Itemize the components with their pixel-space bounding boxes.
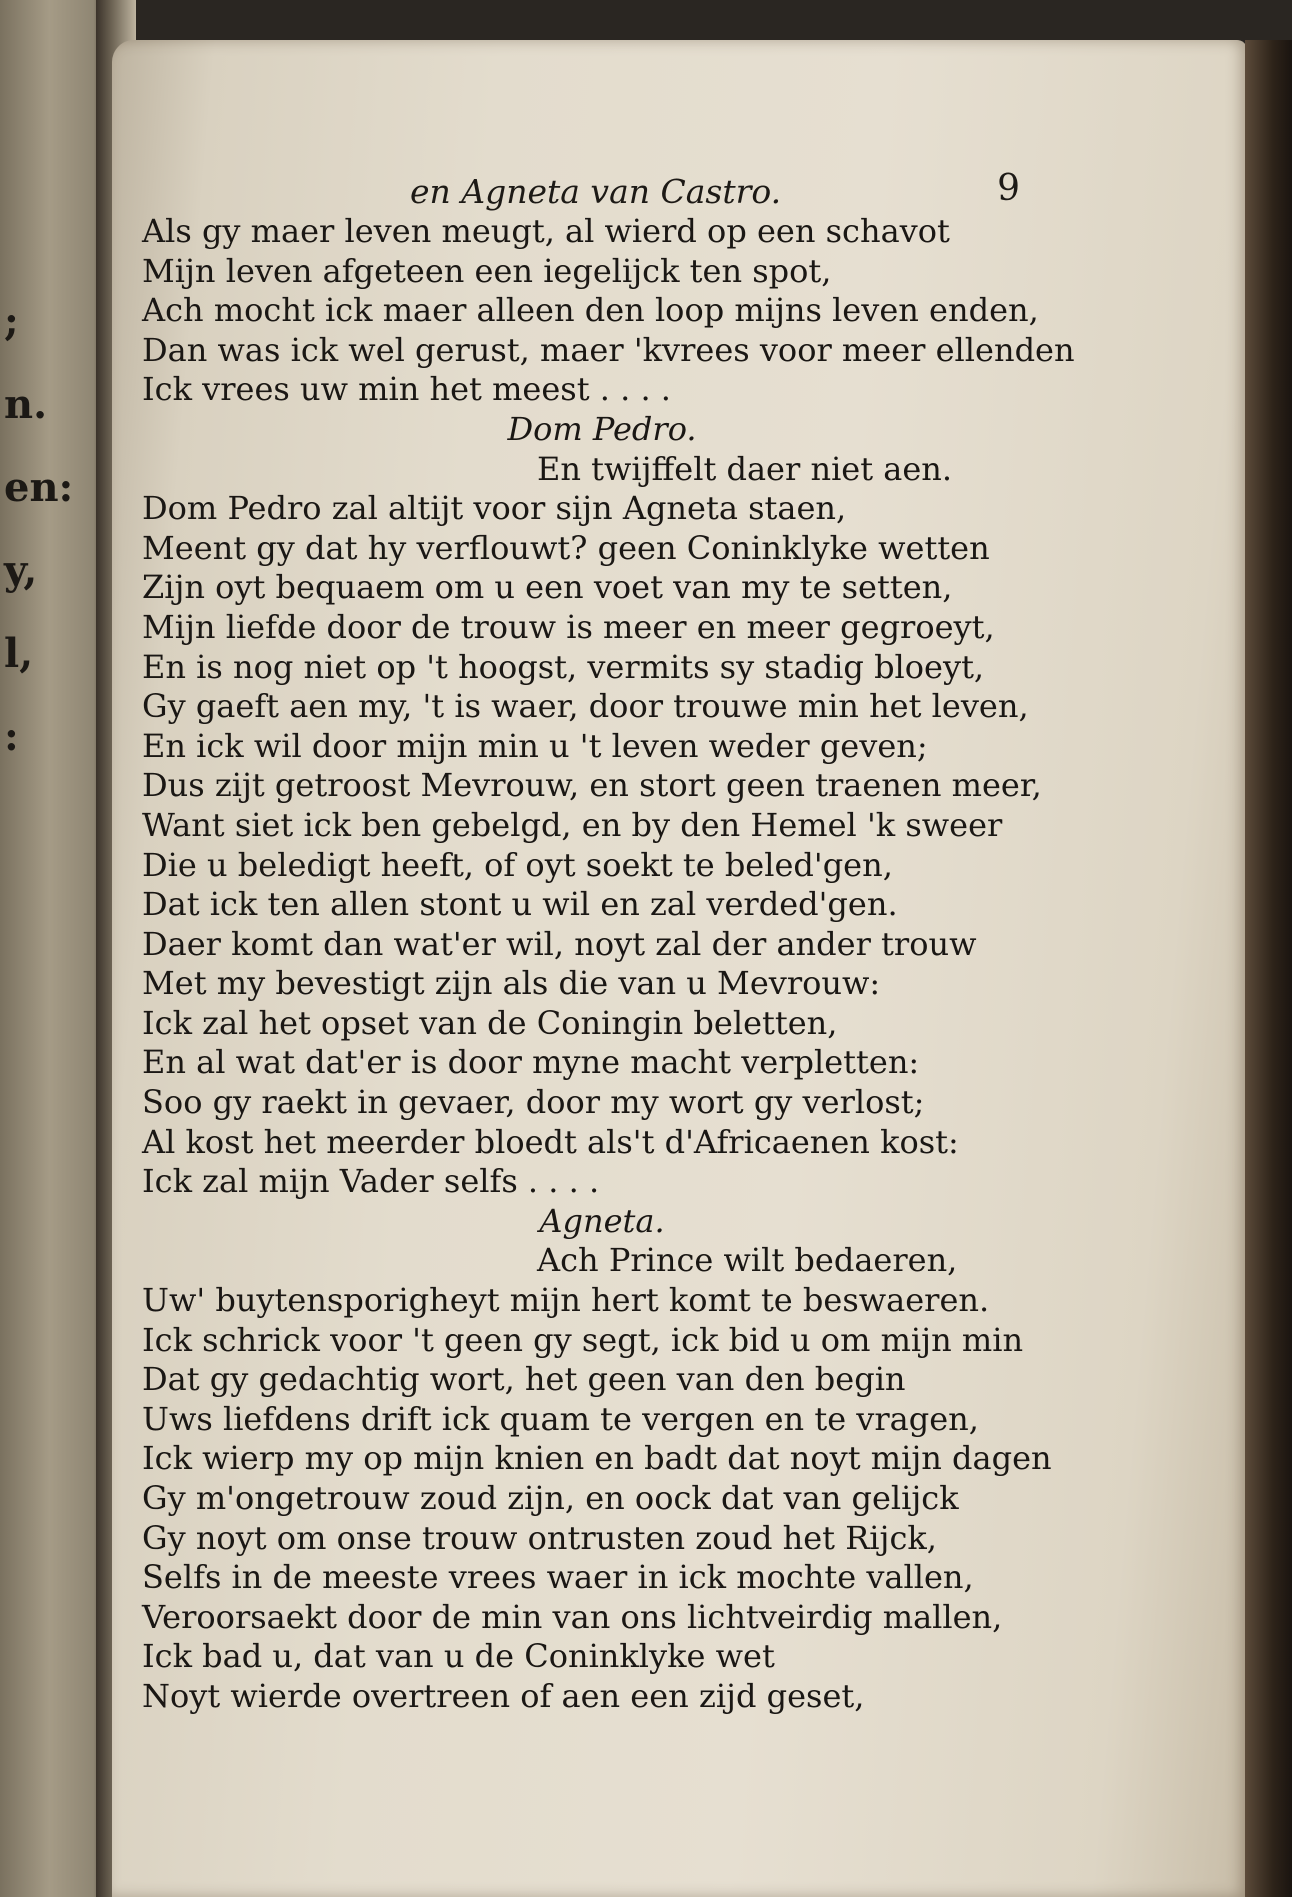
verse-line: Soo gy raekt in gevaer, door my wort gy verlost; [142, 1083, 925, 1122]
verse-line: Dus zijt getroost Mevrouw, en stort geen traenen meer, [142, 766, 1042, 805]
verse-line: En is nog niet op 't hoogst, vermits sy stadig bloeyt, [142, 647, 985, 686]
verse-line: Noyt wierde overtreen of aen een zijd geset, [142, 1676, 865, 1715]
left-mark: y, [4, 547, 38, 594]
left-mark: : [4, 713, 19, 760]
book-cover-edge [1245, 40, 1292, 1897]
verse-line: Want siet ick ben gebelgd, en by den Hemel 'k sweer [142, 805, 1003, 844]
verse-line: Dan was ick wel gerust, maer 'kvrees voor meer ellenden [142, 330, 1075, 369]
left-mark: n. [4, 381, 48, 428]
verse-line: Veroorsaekt door de min van ons lichtveirdig mallen, [142, 1597, 1003, 1636]
left-mark: ; [4, 298, 19, 345]
verse-line: Met my bevestigt zijn als die van u Mevrouw: [142, 964, 881, 1003]
left-page-marks [4, 280, 74, 778]
verse-line: En al wat dat'er is door myne macht verpletten: [142, 1043, 920, 1082]
verse-line: Dat gy gedachtig wort, het geen van den begin [142, 1360, 906, 1399]
speaker-name: Agneta. [539, 1201, 665, 1240]
page-number: 9 [997, 168, 1020, 209]
verse-line: Ick vrees uw min het meest . . . . [142, 370, 671, 409]
verse-line: Ick zal het opset van de Coningin beletten, [142, 1003, 838, 1042]
verse-line: Uw' buytensporigheyt mijn hert komt te beswaeren. [142, 1281, 990, 1320]
verse-line: Ick zal mijn Vader selfs . . . . [142, 1162, 600, 1201]
verse-line: Mijn liefde door de trouw is meer en meer gegroeyt, [142, 607, 995, 646]
verse-line: Die u beledigt heeft, of oyt soekt te beled'gen, [142, 845, 893, 884]
verse-line: Meent gy dat hy verflouwt? geen Coninklyke wetten [142, 528, 990, 567]
verse-line: Ick bad u, dat van u de Coninklyke wet [142, 1637, 775, 1676]
verse-line: Mijn leven afgeteen een iegelijck ten spot, [142, 251, 832, 290]
left-mark: en: [4, 464, 74, 511]
verse-line: Al kost het meerder bloedt als't d'Africaenen kost: [142, 1122, 959, 1161]
verse-line: Ach Prince wilt bedaeren, [537, 1241, 958, 1280]
verse-line: Zijn oyt bequaem om u een voet van my te setten, [142, 568, 953, 607]
left-page-edge [0, 0, 110, 1897]
verse-line: Ick schrick voor 't geen gy segt, ick bid u om mijn min [142, 1320, 1024, 1359]
verse-line: Ick wierp my op mijn knien en badt dat noyt mijn dagen [142, 1439, 1052, 1478]
verse-line: Daer komt dan wat'er wil, noyt zal der ander trouw [142, 924, 977, 963]
verse-line: Uws liefdens drift ick quam te vergen en te vragen, [142, 1399, 979, 1438]
verse-line: En ick wil door mijn min u 't leven weder geven; [142, 726, 928, 765]
running-title: en Agneta van Castro. [410, 172, 782, 211]
verse-text [142, 212, 1075, 1717]
verse-line: En twijffelt daer niet aen. [537, 449, 953, 488]
verse-line: Gy noyt om onse trouw ontrusten zoud het Rijck, [142, 1518, 937, 1557]
verse-line: Selfs in de meeste vrees waer in ick mochte vallen, [142, 1558, 974, 1597]
verse-line: Als gy maer leven meugt, al wierd op een schavot [142, 212, 950, 250]
verse-line: Dat ick ten allen stont u wil en zal verded'gen. [142, 885, 898, 924]
verse-line: Gy m'ongetrouw zoud zijn, en oock dat van gelijck [142, 1479, 959, 1517]
verse-line: Dom Pedro zal altijt voor sijn Agneta staen, [142, 489, 847, 528]
speaker-name: Dom Pedro. [507, 409, 697, 448]
left-mark: l, [4, 630, 34, 677]
verse-line: Ach mocht ick maer alleen den loop mijns leven enden, [142, 291, 1039, 330]
verse-line: Gy gaeft aen my, 't is waer, door trouwe min het leven, [142, 687, 1029, 726]
